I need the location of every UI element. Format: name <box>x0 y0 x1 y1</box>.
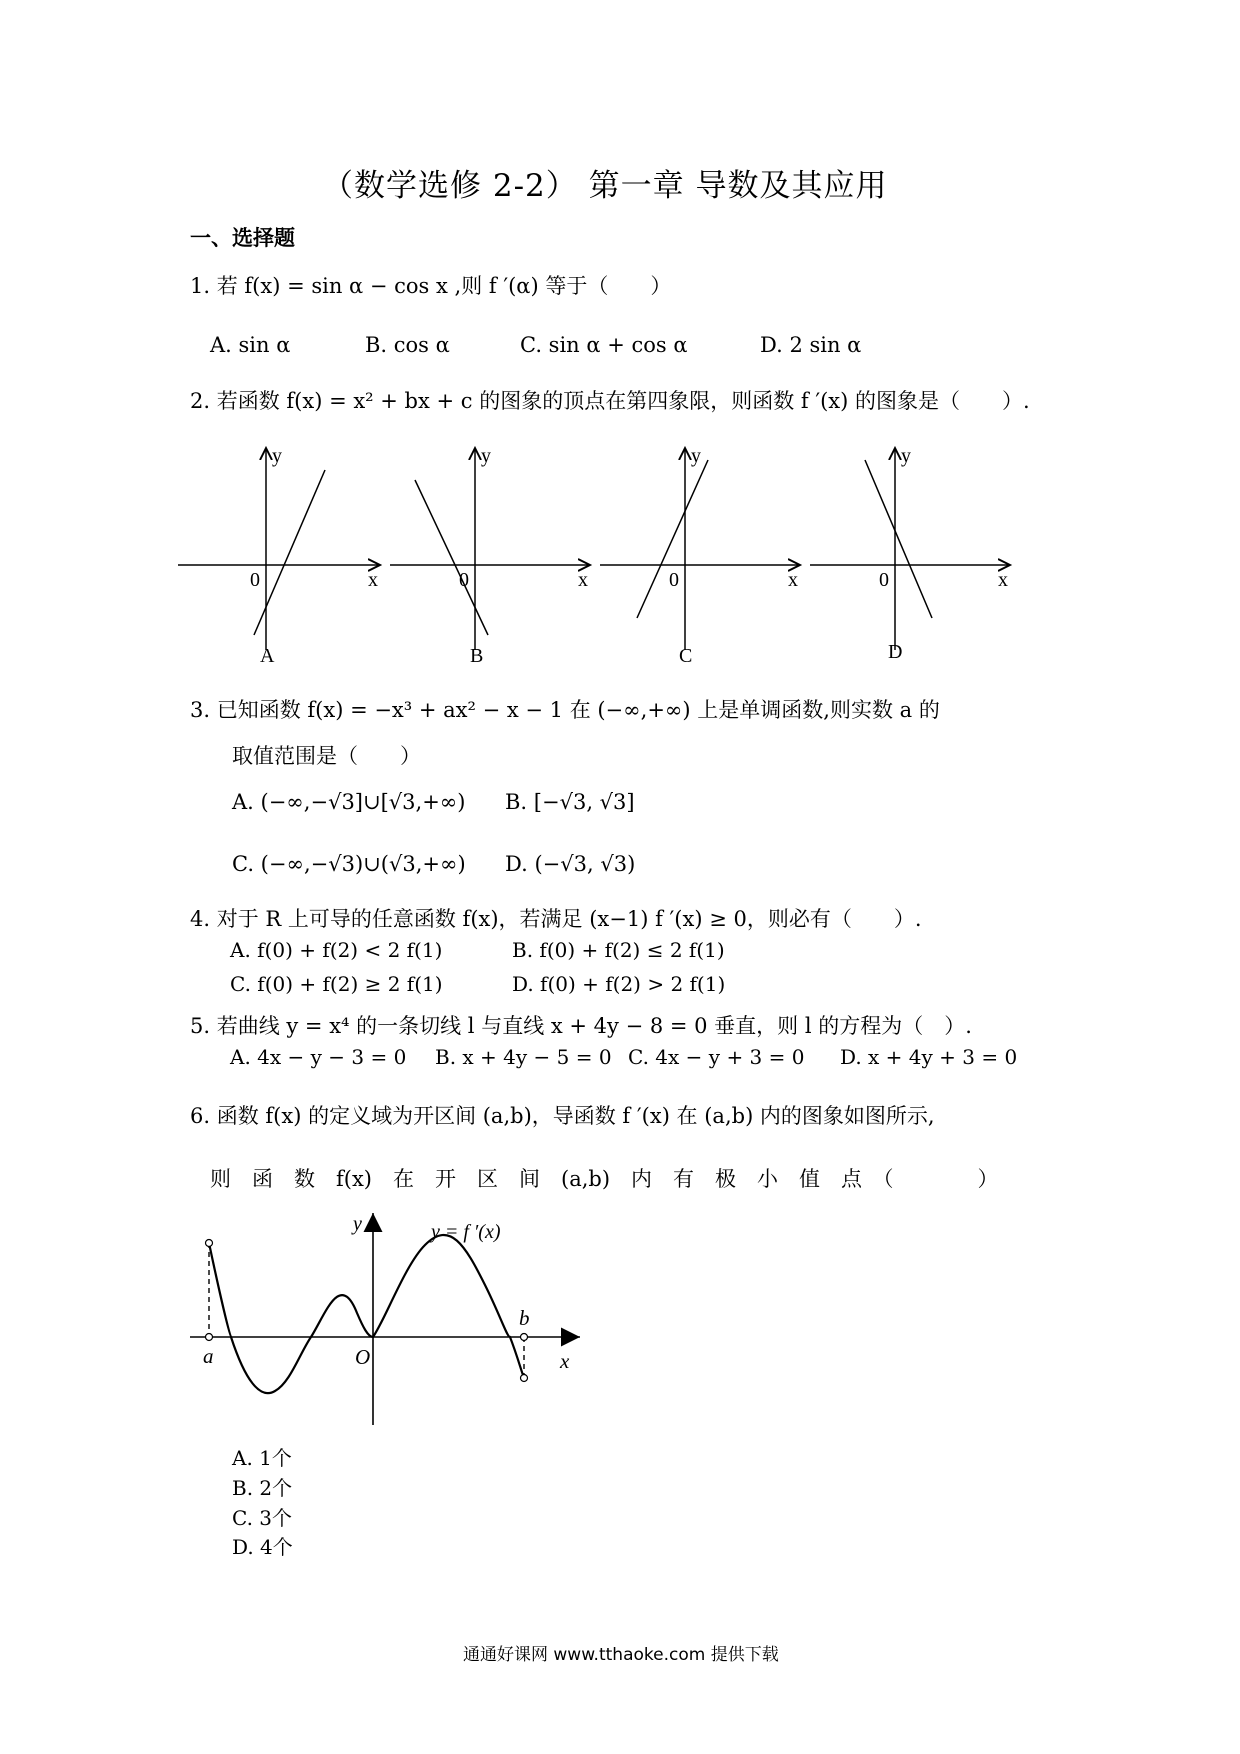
question-3-option-c: C. (−∞,−√3)∪(√3,+∞) <box>232 852 466 876</box>
graph-panel-a <box>178 445 380 667</box>
graph-a-y-label: y <box>272 445 282 467</box>
graph-panel-b <box>390 445 590 667</box>
graph-curve-label: y = f ′(x) <box>431 1221 501 1243</box>
graph-b-line <box>415 480 488 635</box>
question-6-option-d: D. 4个 <box>232 1535 293 1559</box>
svg-text:y: y <box>481 445 491 467</box>
section-heading: 一、选择题 <box>190 226 295 250</box>
endpoint-a-top <box>206 1240 213 1247</box>
svg-text:y: y <box>901 445 911 467</box>
question-4-stem: 4. 对于 R 上可导的任意函数 f(x)，若满足 (x−1) f ′(x) ≥ 0，则必有（ ）. <box>190 907 922 931</box>
question-4-option-c: C. f(0) + f(2) ≥ 2 f(1) <box>230 972 443 996</box>
svg-text:x: x <box>998 569 1008 591</box>
graph-a-letter: A <box>260 645 275 667</box>
question-1-option-d: D. 2 sin α <box>760 333 862 357</box>
endpoint-a-axis <box>206 1334 213 1341</box>
graph-c-letter: C <box>679 645 693 667</box>
graph-a-x-label: x <box>368 569 378 591</box>
question-5-option-d: D. x + 4y + 3 = 0 <box>840 1045 1018 1069</box>
question-6-option-a: A. 1个 <box>232 1446 292 1470</box>
question-4-option-a: A. f(0) + f(2) < 2 f(1) <box>230 938 443 962</box>
svg-text:x: x <box>788 569 798 591</box>
svg-text:y: y <box>691 445 701 467</box>
question-3-option-d: D. (−√3, √3) <box>505 852 636 876</box>
question-6-stem: 6. 函数 f(x) 的定义域为开区间 (a,b)，导函数 f ′(x) 在 (a,b) 内的图象如图所示, <box>190 1104 935 1128</box>
question-4-option-d: D. f(0) + f(2) > 2 f(1) <box>512 972 726 996</box>
graph-a-line <box>254 470 325 635</box>
graph-y-label: y <box>353 1213 362 1235</box>
endpoint-b-bottom <box>521 1375 528 1382</box>
page-footer: 通通好课网 www.tthaoke.com 提供下载 <box>463 1645 779 1665</box>
question-5-option-b: B. x + 4y − 5 = 0 <box>435 1045 612 1069</box>
svg-text:0: 0 <box>879 569 889 591</box>
question-6-option-c: C. 3个 <box>232 1506 293 1530</box>
question-3-option-b: B. [−√3, √3] <box>505 790 635 814</box>
svg-text:0: 0 <box>459 569 469 591</box>
graph-a-label: a <box>203 1344 214 1368</box>
question-1-option-b: B. cos α <box>365 333 450 357</box>
graph-b-label: b <box>519 1306 530 1330</box>
question-5-option-c: C. 4x − y + 3 = 0 <box>628 1045 805 1069</box>
question-2-graphs <box>170 440 1040 670</box>
question-4-option-b: B. f(0) + f(2) ≤ 2 f(1) <box>512 938 725 962</box>
question-1-option-a: A. sin α <box>210 333 291 357</box>
graph-c-line <box>637 460 708 618</box>
graph-panel-d <box>810 445 1010 663</box>
graph-b-letter: B <box>470 645 484 667</box>
question-3-option-a: A. (−∞,−√3]∪[√3,+∞) <box>232 790 466 814</box>
question-1-option-c: C. sin α + cos α <box>520 333 688 357</box>
graph-d-line <box>865 460 932 618</box>
graph-x-label: x <box>560 1349 570 1373</box>
question-6-stem-line2: 则 函 数 f(x) 在 开 区 间 (a,b) 内 有 极 小 值 点 （ ） <box>210 1167 999 1191</box>
endpoint-b-axis <box>521 1334 528 1341</box>
derivative-curve <box>209 1235 524 1393</box>
svg-text:0: 0 <box>669 569 679 591</box>
question-6-graph <box>185 1205 595 1435</box>
question-5-stem: 5. 若曲线 y = x⁴ 的一条切线 l 与直线 x + 4y − 8 = 0 垂直，则 l 的方程为（ ）. <box>190 1014 972 1038</box>
question-1-stem: 1. 若 f(x) = sin α − cos x ,则 f ′(α) 等于（ ） <box>190 274 672 298</box>
question-2-stem: 2. 若函数 f(x) = x² + bx + c 的图象的顶点在第四象限，则函数 f ′(x) 的图象是（ ）. <box>190 389 1030 413</box>
graph-origin-label: O <box>355 1345 371 1369</box>
page-title: （数学选修 2-2） 第一章 导数及其应用 <box>322 168 888 204</box>
graph-d-letter: D <box>888 641 903 663</box>
svg-text:x: x <box>578 569 588 591</box>
graph-panel-c <box>600 445 800 667</box>
question-3-stem: 3. 已知函数 f(x) = −x³ + ax² − x − 1 在 (−∞,+∞) 上是单调函数,则实数 a 的 <box>190 698 940 722</box>
question-5-option-a: A. 4x − y − 3 = 0 <box>230 1045 407 1069</box>
question-6-option-b: B. 2个 <box>232 1476 293 1500</box>
graph-a-origin: 0 <box>250 569 260 591</box>
question-3-stem-line2: 取值范围是（ ） <box>232 744 421 768</box>
